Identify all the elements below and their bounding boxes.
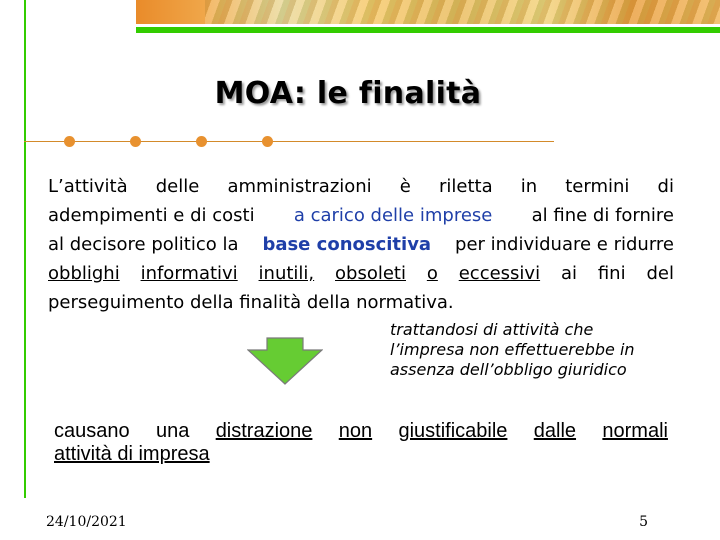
word: amministrazioni <box>227 176 372 197</box>
top-green-rule <box>136 27 720 33</box>
word: di <box>657 176 674 197</box>
highlight-text: base conoscitiva <box>262 234 432 255</box>
highlight-text: a carico delle imprese <box>293 205 493 226</box>
text-segment: per individuare e ridurre <box>455 234 674 255</box>
conclusion-line-1 <box>54 420 668 443</box>
bullet-dot <box>64 136 75 147</box>
footer-date: 24/10/2021 <box>46 514 127 530</box>
word: ai <box>560 263 577 284</box>
note-line: trattandosi di attività che <box>390 320 594 339</box>
underlined-word: non <box>338 420 373 442</box>
bullet-dot <box>262 136 273 147</box>
word: del <box>646 263 674 284</box>
side-note <box>390 320 710 380</box>
top-banner-texture <box>205 0 720 24</box>
underlined-word: informativi <box>140 263 238 284</box>
slide-title: MOA: le finalità <box>214 76 482 111</box>
conclusion-line-2 <box>54 443 668 466</box>
word: L’attività <box>48 176 128 197</box>
underlined-word: obsoleti <box>335 263 406 284</box>
paragraph-line-2 <box>48 201 674 230</box>
text-segment: adempimenti e di costi <box>48 205 255 226</box>
underlined-word: eccessivi <box>458 263 541 284</box>
title-underline-rule <box>24 141 554 142</box>
conclusion-text <box>54 420 668 466</box>
text-segment: perseguimento della finalità della normativa. <box>48 292 454 313</box>
bullet-dot <box>130 136 141 147</box>
underlined-word: giustificabile <box>398 420 508 442</box>
bullet-dot <box>196 136 207 147</box>
main-paragraph <box>48 172 674 317</box>
note-line: l’impresa non effettuerebbe in <box>390 340 635 359</box>
left-green-rule <box>24 0 26 498</box>
word: una <box>155 420 190 442</box>
paragraph-line-5 <box>48 288 674 317</box>
note-line: assenza dell’obbligo giuridico <box>390 360 627 379</box>
down-arrow-icon <box>247 337 323 385</box>
underlined-word: inutili, <box>258 263 315 284</box>
underlined-word: normali <box>602 420 668 442</box>
paragraph-line-1 <box>48 172 674 201</box>
word: delle <box>155 176 200 197</box>
underlined-word: o <box>426 263 438 284</box>
paragraph-line-4 <box>48 259 674 288</box>
word: è <box>399 176 411 197</box>
word: in <box>520 176 538 197</box>
word: termini <box>565 176 630 197</box>
text-segment: al fine di fornire <box>531 205 674 226</box>
underlined-word: obblighi <box>48 263 120 284</box>
word: fini <box>597 263 626 284</box>
word: riletta <box>438 176 493 197</box>
page-number: 5 <box>639 514 648 530</box>
underlined-text: attività di impresa <box>54 443 210 465</box>
text-segment: al decisore politico la <box>48 234 239 255</box>
underlined-word: dalle <box>533 420 577 442</box>
underlined-word: distrazione <box>215 420 313 442</box>
paragraph-line-3 <box>48 230 674 259</box>
word: causano <box>54 420 130 442</box>
